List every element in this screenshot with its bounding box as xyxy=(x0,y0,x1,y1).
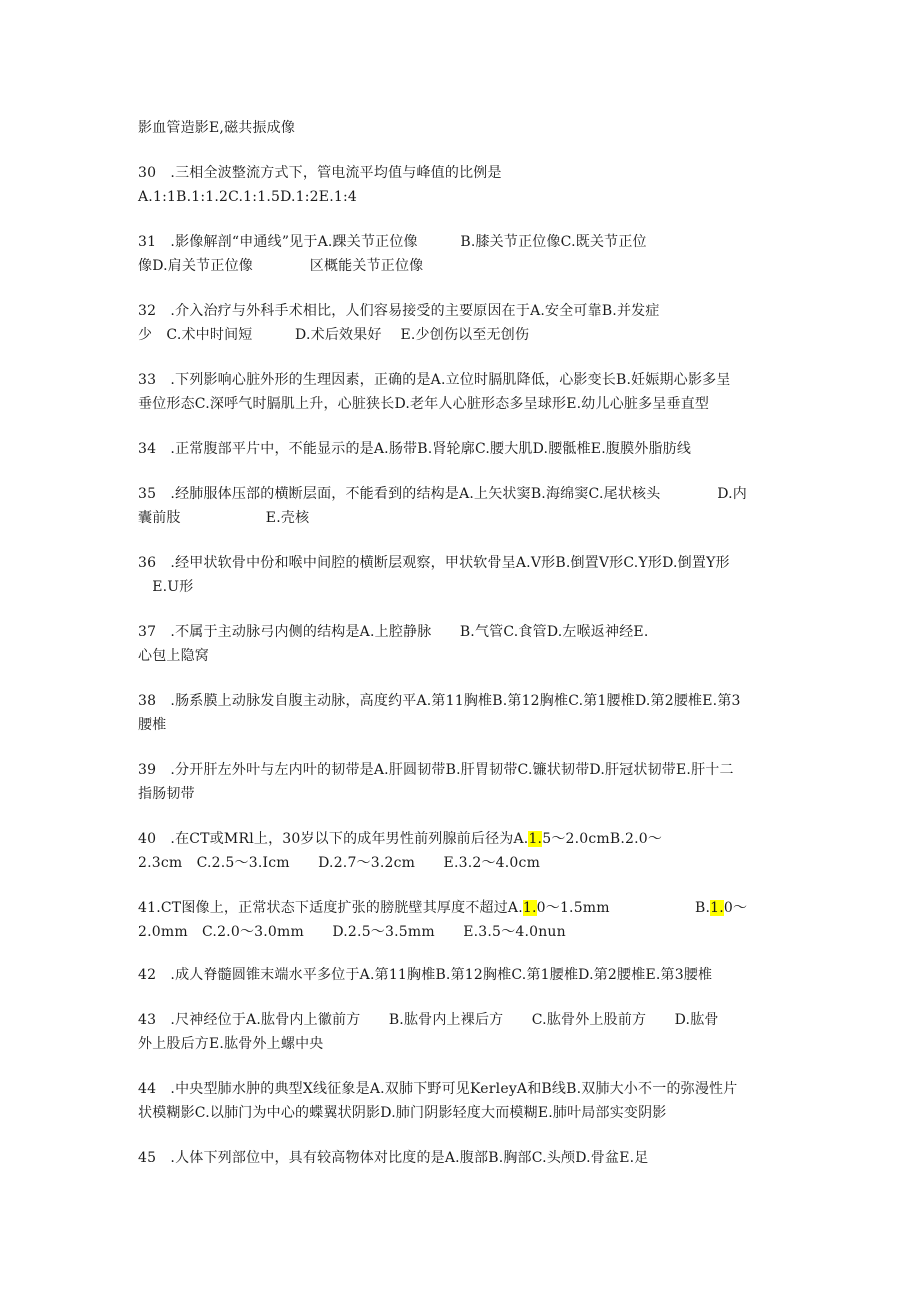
question-40-text: 40 .在CT或MRl上，30岁以下的成年男性前列腺前后径为A. xyxy=(138,831,529,847)
question-31-cont: 像D.肩关节正位像 区概能关节正位像 xyxy=(138,258,424,274)
question-33-cont: 垂位形态C.深呼气时膈肌上升，心脏狭长D.老年人心脏形态多呈球形E.幼儿心脏多呈垂直型 xyxy=(138,396,710,412)
question-38-cont: 腰椎 xyxy=(138,717,167,733)
question-41-cont: 2.0mm C.2.0～3.0mm D.2.5～3.5mm E.3.5～4.0nun xyxy=(138,924,566,940)
question-41 xyxy=(138,898,747,918)
question-35-cont: 囊前肢 E.壳核 xyxy=(138,510,310,526)
question-41-tail: 0～ xyxy=(723,900,748,916)
question-44: 44 .中央型肺水肿的典型X线征象是A.双肺下野可见KerleyA和B线B.双肺大小不一的弥漫性片 xyxy=(138,1081,738,1097)
highlight-mark: 1. xyxy=(522,900,537,916)
question-38: 38 .肠系膜上动脉发自腹主动脉，高度约平A.第11胸椎B.第12胸椎C.第1腰椎D.第2腰椎E.第3 xyxy=(138,693,741,709)
question-31: 31 .影像解剖“申通线”见于A.踝关节正位像 B.膝关节正位像C.既关节正位 xyxy=(138,234,647,250)
question-32-cont: 少 C.术中时间短 D.术后效果好 E.少创伤以至无创伤 xyxy=(138,327,530,343)
question-39-cont: 指肠韧带 xyxy=(138,786,195,802)
question-39: 39 .分开肝左外叶与左内叶的韧带是A.肝圆韧带B.肝胃韧带C.镰状韧带D.肝冠状韧带E.肝十二 xyxy=(138,762,734,778)
question-45: 45 .人体下列部位中，具有较高物体对比度的是A.腹部B.胸部C.头颅D.骨盆E.足 xyxy=(138,1150,649,1166)
question-40 xyxy=(138,829,662,849)
options-30: A.1:1B.1:1.2C.1:1.5D.1:2E.1:4 xyxy=(138,189,357,205)
question-36: 36 .经甲状软骨中份和喉中间腔的横断层观察，甲状软骨呈A.V形B.倒置V形C.Y形D.倒置Y形 xyxy=(138,555,730,571)
question-36-cont: E.U形 xyxy=(138,579,194,595)
highlight-mark: 1. xyxy=(528,831,543,847)
question-32: 32 .介入治疗与外科手术相比，人们容易接受的主要原因在于A.安全可靠B.并发症 xyxy=(138,303,660,319)
question-34: 34 .正常腹部平片中，不能显示的是A.肠带B.肾轮廓C.腰大肌D.腰骶椎E.腹膜外脂肪线 xyxy=(138,441,692,457)
question-40-tail: 5～2.0cmB.2.0～ xyxy=(542,831,663,847)
text-line: 影血管造影E,磁共振成像 xyxy=(138,120,296,136)
question-30: 30 .三相全波整流方式下，管电流平均值与峰值的比例是 xyxy=(138,165,502,181)
question-40-cont: 2.3cm C.2.5～3.Icm D.2.7～3.2cm E.3.2～4.0cm xyxy=(138,855,541,871)
question-37-cont: 心包上隐窝 xyxy=(138,648,209,664)
question-41-text: 41.CT图像上，正常状态下适度扩张的膀胱壁其厚度不超过A. xyxy=(138,900,523,916)
question-41-mid: 0～1.5mm B. xyxy=(536,900,711,916)
question-43: 43 .尺神经位于A.肱骨内上徽前方 B.肱骨内上裸后方 C.肱骨外上股前方 D.肱骨 xyxy=(138,1012,719,1028)
highlight-mark: 1. xyxy=(710,900,724,916)
question-42: 42 .成人脊髓圆锥末端水平多位于A.第11胸椎B.第12胸椎C.第1腰椎D.第2腰椎E.第3腰椎 xyxy=(138,967,713,983)
question-33: 33 .下列影响心脏外形的生理因素，正确的是A.立位时膈肌降低，心影变长B.妊娠期心影多呈 xyxy=(138,372,731,388)
question-44-cont: 状模糊影C.以肺门为中心的蝶翼状阴影D.肺门阴影轻度大而模糊E.肺叶局部实变阴影 xyxy=(138,1105,667,1121)
question-43-cont: 外上股后方E.肱骨外上螺中央 xyxy=(138,1036,324,1052)
question-35: 35 .经肺服体压部的横断层面，不能看到的结构是A.上矢状窦B.海绵窦C.尾状核头 D.内 xyxy=(138,486,747,502)
question-37: 37 .不属于主动脉弓内侧的结构是A.上腔静脉 B.气管C.食管D.左喉返神经E. xyxy=(138,624,649,640)
